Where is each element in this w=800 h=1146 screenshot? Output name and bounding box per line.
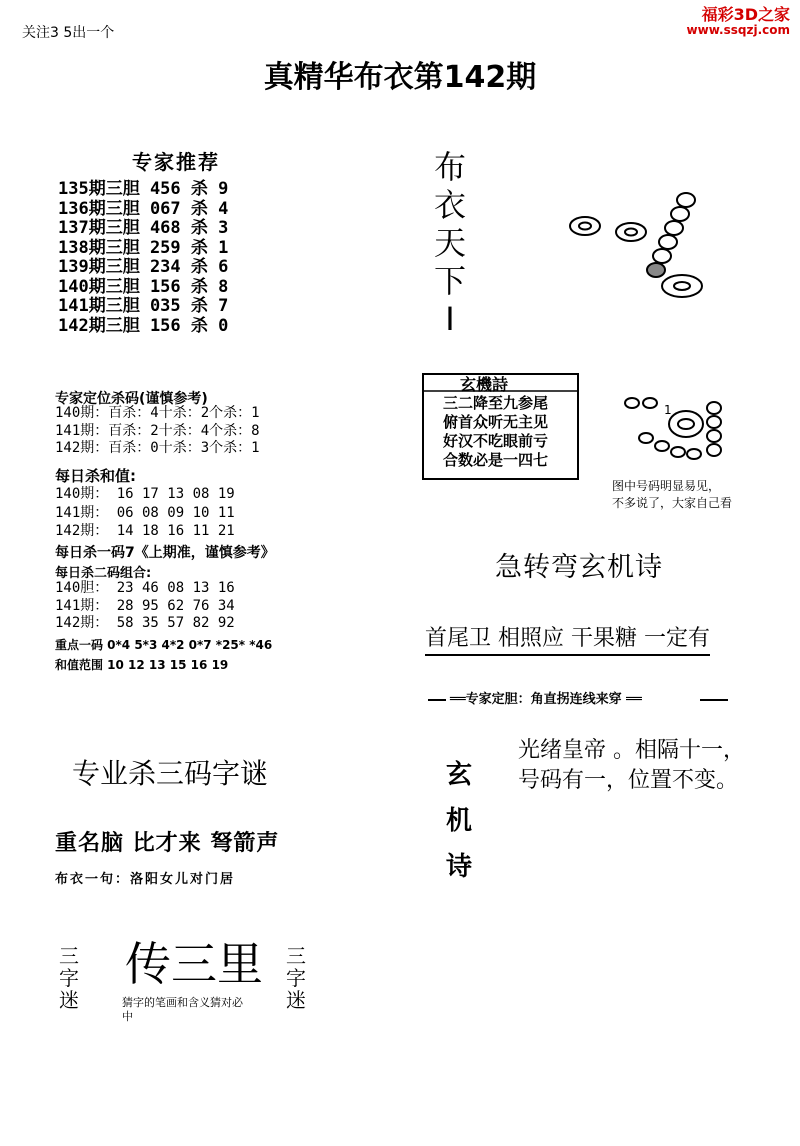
- riddle-note: 猜字的笔画和含义猜对必中: [122, 996, 243, 1023]
- hint-line: 不多说了，大家自己看: [612, 496, 733, 510]
- key-code-line: 重点一码 0*4 5*3 4*2 0*7 *25* *46: [55, 638, 273, 652]
- two-code-heading: 每日杀二码组合:: [55, 566, 152, 581]
- position-row: 140期：百杀：4十杀：2个杀：1: [55, 405, 260, 421]
- hint-line: 图中号码明显易见，: [612, 479, 721, 493]
- three-riddle-heading: 专业杀三码字谜: [72, 757, 269, 790]
- recommend-heading: 专家推荐: [132, 150, 220, 174]
- two-code-row: 140胆： 23 46 08 13 16: [55, 580, 235, 596]
- sum-kill-row: 142期： 14 18 16 11 21: [55, 523, 235, 539]
- xuanji-line: 三二降至九参尾: [443, 394, 549, 412]
- position-row: 141期：百杀：2十杀：4个杀：8: [55, 422, 260, 439]
- buyi-sentence: 布衣一句：洛阳女儿对门居: [55, 872, 236, 887]
- riddle-tag-right: 三字迷: [286, 944, 306, 1012]
- poem-line: 光绪皇帝 。相隔十一，: [518, 738, 745, 763]
- xuanjishi-vertical: 玄机诗: [445, 760, 472, 882]
- coin-digit-1: 1: [664, 403, 672, 417]
- emperor-poem: [518, 736, 745, 796]
- riddle-tag-left: 三字迷: [59, 944, 79, 1012]
- two-code-row: 141期： 28 95 62 76 34: [55, 597, 235, 614]
- turn-poem-heading: 急转弯玄机诗: [495, 552, 663, 583]
- two-code-row: 142期： 58 35 57 82 92: [55, 615, 235, 631]
- sum-kill-row: 141期： 06 08 09 10 11: [55, 504, 235, 521]
- recommend-row: 139期三胆 234 杀 6: [58, 257, 229, 277]
- sum-range-line: 和值范围 10 12 13 15 16 19: [55, 658, 229, 672]
- xuanji-poem: [443, 394, 548, 470]
- riddle-words: 重名脑 比才来 弩箭声: [55, 831, 280, 856]
- recommend-row: 138期三胆 259 杀 1: [58, 237, 229, 258]
- big-riddle: 传三里: [125, 937, 263, 991]
- position-heading: 专家定位杀码(谨慎参考): [55, 391, 208, 407]
- one-code-heading: 每日杀一码7《上期准，谨慎参考》: [55, 545, 275, 561]
- corner-note: 关注3 5出一个: [22, 25, 115, 41]
- recommend-row: 140期三胆 156 杀 8: [58, 276, 229, 297]
- position-row: 142期：百杀：0十杀：3个杀：1: [55, 440, 260, 456]
- sum-kill-row: 140期： 16 17 13 08 19: [55, 486, 235, 502]
- xuanji-line: 俯首众听无主见: [443, 413, 549, 431]
- recommend-row: 135期三胆 456 杀 9: [58, 179, 229, 199]
- recommend-row: 137期三胆 468 杀 3: [58, 218, 229, 238]
- recommend-row: 136期三胆 067 杀 4: [58, 198, 229, 219]
- recommend-row: 142期三胆 156 杀 0: [58, 315, 229, 336]
- xuanji-line: 好汉不吃眼前亏: [443, 432, 549, 450]
- sum-kill-heading: 每日杀和值:: [55, 467, 136, 485]
- page-title: 真精华布衣第142期: [263, 60, 537, 95]
- turn-phrase: 首尾卫 相照应 干果糖 一定有: [425, 621, 710, 656]
- xuanji-title: 玄機詩: [460, 375, 509, 394]
- expert-dan-line: ══专家定胆：角直拐连线来穿 ══: [450, 692, 642, 707]
- watermark-url: www.ssqzj.com: [686, 23, 790, 38]
- buyi-tianxia-vertical: 布衣天下I: [433, 148, 466, 338]
- watermark-name: 福彩3D之家: [701, 5, 790, 24]
- recommend-row: 141期三胆 035 杀 7: [58, 296, 229, 316]
- xuanji-line: 合数必是一四七: [443, 451, 549, 469]
- figure-hint: [612, 478, 732, 512]
- poem-line: 号码有一，位置不变。: [518, 768, 739, 793]
